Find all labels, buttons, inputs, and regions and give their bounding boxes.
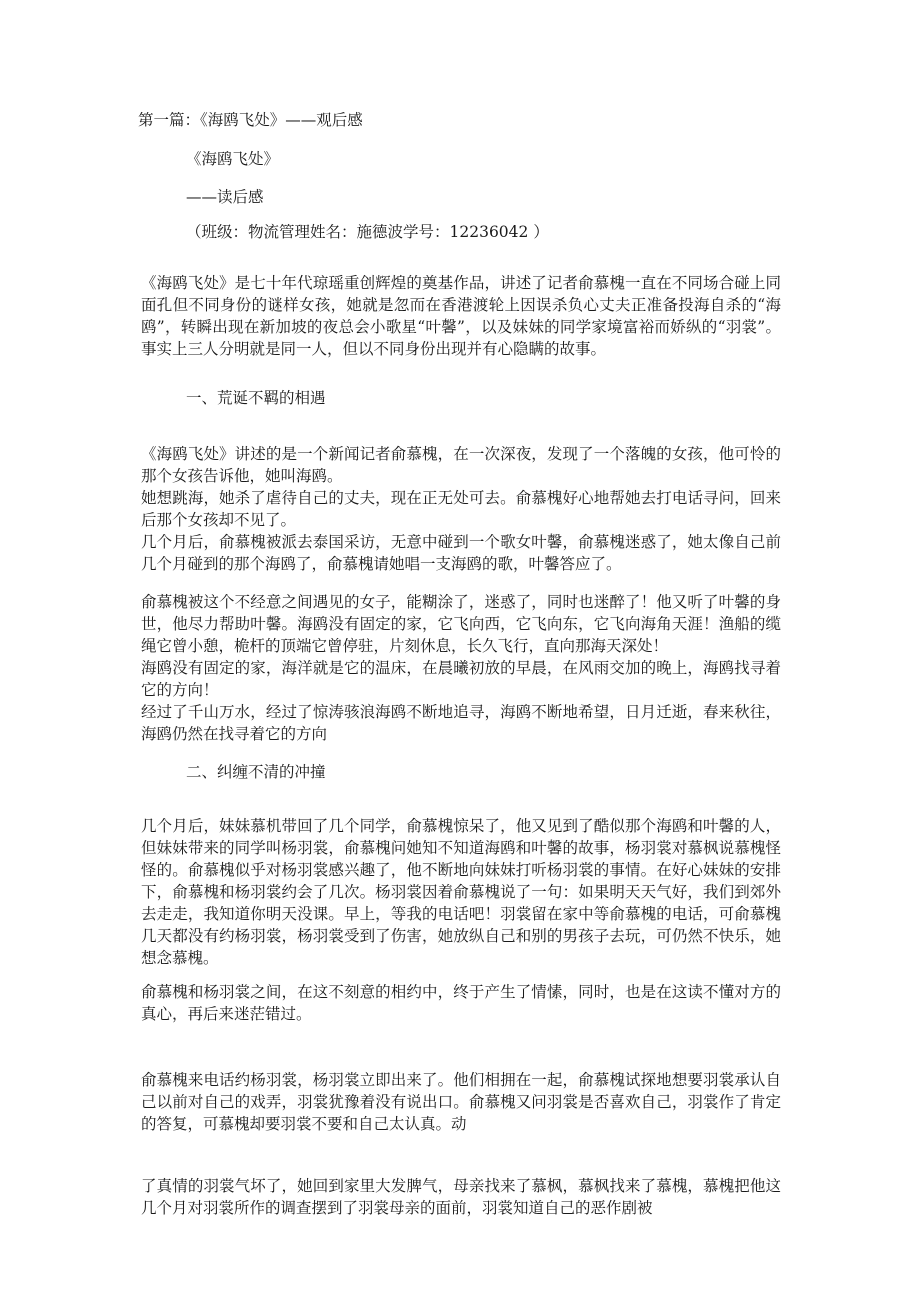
section2-body-3 (141, 1069, 781, 1135)
work-title: 《海鸥飞处》 (186, 150, 280, 168)
section2-body-4 (141, 1175, 781, 1219)
section2-paragraph: 了真情的羽裳气坏了，她回到家里大发脾气，母亲找来了慕枫，慕枫找来了慕槐，慕槐把他这几个月对羽裳所作的调查摆到了羽裳母亲的面前，羽裳知道自己的恶作剧被 (141, 1177, 781, 1217)
section2-paragraph: 几个月后，妹妹慕机带回了几个同学，俞慕槐惊呆了，他又见到了酷似那个海鸥和叶馨的人，但妹妹带来的同学叫杨羽裳，俞慕槐问她知不知道海鸥和叶馨的故事，杨羽裳对慕枫说慕槐怪怪的。俞慕槐似乎对杨羽裳感兴趣了，他不断地向妹妹打听杨羽裳的事情。在好心妹妹的安排下，俞慕槐和杨羽裳约会了几次。杨羽裳因着俞慕槐说了一句：如果明天天气好，我们到郊外去走走，我知道你明天没课。早上，等我的电话吧！羽裳留在家中等俞慕槐的电话，可俞慕槐几天都没有约杨羽裳，杨羽裳受到了伤害，她放纵自己和别的男孩子去玩，可仍然不快乐，她想念慕槐。 (141, 817, 781, 967)
author-info: （班级：物流管理姓名：施德波学号：12236042 ） (186, 223, 549, 241)
document-title: 第一篇：《海鸥飞处》——观后感 (138, 111, 363, 129)
section1-body-2 (141, 591, 781, 745)
section1-paragraph: 她想跳海，她杀了虐待自己的丈夫，现在正无处可去。俞慕槐好心地帮她去打电话寻问，回来后那个女孩却不见了。 (141, 489, 781, 529)
intro-text: 《海鸥飞处》是七十年代琼瑶重创辉煌的奠基作品，讲述了记者俞慕槐一直在不同场合碰上同面孔但不同身份的谜样女孩，她就是忽而在香港渡轮上因误杀负心丈夫正准备投海自杀的“海鸥”，转瞬出现在新加坡的夜总会小歌星“叶馨”，以及妹妹的同学家境富裕而娇纵的“羽裳”。事实上三人分明就是同一人，但以不同身份出现并有心隐瞒的故事。 (141, 274, 781, 358)
review-label: ——读后感 (186, 188, 264, 206)
section2-paragraph: 俞慕槐来电话约杨羽裳，杨羽裳立即出来了。他们相拥在一起，俞慕槐试探地想要羽裳承认自己以前对自己的戏弄，羽裳犹豫着没有说出口。俞慕槐又问羽裳是否喜欢自己，羽裳作了肯定的答复，可慕槐却要羽裳不要和自己太认真。动 (141, 1071, 781, 1133)
section2-paragraph: 俞慕槐和杨羽裳之间，在这不刻意的相约中，终于产生了情愫，同时，也是在这读不懂对方的真心，再后来迷茫错过。 (141, 983, 781, 1023)
section-heading-1: 一、荒诞不羁的相遇 (186, 389, 326, 407)
section1-paragraph: 《海鸥飞处》讲述的是一个新闻记者俞慕槐，在一次深夜，发现了一个落魄的女孩，他可怜的那个女孩告诉他，她叫海鸥。 (141, 445, 781, 485)
section1-paragraph: 几个月后，俞慕槐被派去泰国采访，无意中碰到一个歌女叶馨，俞慕槐迷惑了，她太像自己前几个月碰到的那个海鸥了，俞慕槐请她唱一支海鸥的歌，叶馨答应了。 (141, 533, 781, 573)
section-heading-2: 二、纠缠不清的冲撞 (186, 763, 326, 781)
intro-paragraph (141, 272, 781, 360)
section2-body (141, 815, 781, 969)
section1-paragraph: 经过了千山万水，经过了惊涛骇浪海鸥不断地追寻，海鸥不断地希望，日月迁逝，春来秋往，海鸥仍然在找寻着它的方向 (141, 703, 781, 743)
section1-paragraph: 海鸥没有固定的家，海洋就是它的温床，在晨曦初放的早晨，在风雨交加的晚上，海鸥找寻着它的方向！ (141, 659, 781, 699)
section1-paragraph: 俞慕槐被这个不经意之间遇见的女子，能糊涂了，迷惑了，同时也迷醉了！他又听了叶馨的身世，他尽力帮助叶馨。海鸥没有固定的家，它飞向西，它飞向东，它飞向海角天涯！渔船的缆绳它曾小憩，桅杆的顶端它曾停驻，片刻休息，长久飞行，直向那海天深处！ (141, 593, 781, 655)
section1-body (141, 443, 781, 575)
section2-body-2 (141, 981, 781, 1025)
